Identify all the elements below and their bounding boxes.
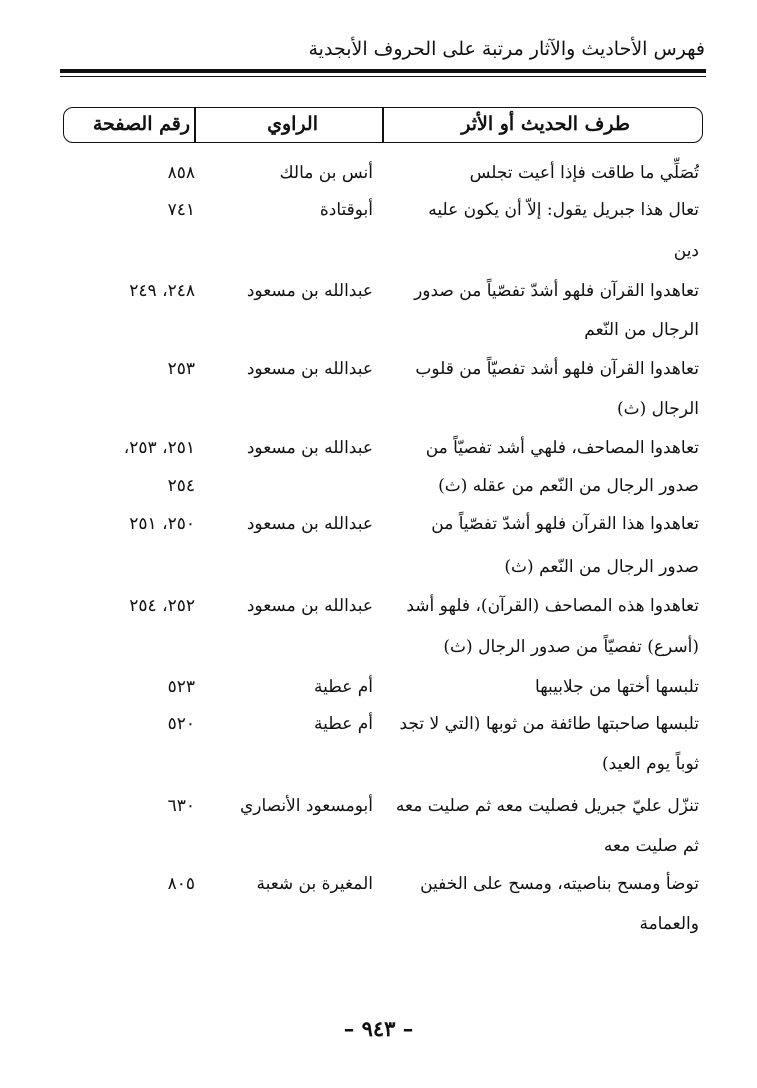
running-header-title: فهرس الأحاديث والآثار مرتبة على الحروف الأبجدية: [308, 38, 705, 60]
hadith-text-line: دين: [673, 241, 699, 261]
narrator: المغيرة بن شعبة: [256, 874, 373, 894]
narrator: عبدالله بن مسعود: [246, 281, 373, 301]
hadith-text-line: صدور الرجال من النّعم من عقله (ث): [438, 476, 699, 496]
hadith-text-line: تعاهدوا هذه المصاحف (القرآن)، فلهو أشد: [406, 596, 699, 616]
hadith-text-line: ثوباً يوم العيد): [601, 754, 699, 774]
page-numbers: ٢٥٠، ٢٥١: [129, 514, 195, 534]
hadith-text-line: والعمامة: [639, 914, 699, 934]
hadith-text-line: تلبسها صاحبتها طائفة من ثوبها (التي لا تجد: [399, 714, 699, 734]
hadith-text-line: الرجال من النّعم: [584, 320, 699, 340]
page-number-footer: – ٩٤٣ –: [343, 1016, 414, 1041]
column-header-pages: رقم الصفحة: [92, 113, 190, 135]
hadith-text-line: تعاهدوا القرآن فلهو أشد تفصيّاً من قلوب: [415, 359, 699, 379]
hadith-text-line: صدور الرجال من النّعم (ث): [504, 557, 699, 577]
hadith-text-line: ثم صليت معه: [603, 836, 699, 856]
narrator: أبوقتادة: [319, 200, 373, 220]
page-numbers: ٢٥٤: [167, 476, 195, 496]
hadith-text-line: توضأ ومسح بناصيته، ومسح على الخفين: [420, 874, 699, 894]
page-numbers: ٢٥٣: [167, 359, 195, 379]
column-header-text: طرف الحديث أو الأثر: [461, 113, 630, 135]
page-numbers: ٢٥٢، ٢٥٤: [129, 596, 195, 616]
hadith-text-line: تعاهدوا المصاحف، فلهي أشد تفصيّاً من: [425, 438, 699, 458]
page-numbers: ٥٢٠: [167, 714, 195, 734]
hadith-text-line: تنزّل عليّ جبريل فصليت معه ثم صليت معه: [395, 796, 699, 816]
page-numbers: ٢٤٨، ٢٤٩: [129, 281, 195, 301]
page-numbers: ٦٣٠: [167, 796, 195, 816]
narrator: عبدالله بن مسعود: [246, 359, 373, 379]
narrator: عبدالله بن مسعود: [246, 514, 373, 534]
table-column-headers: [63, 107, 703, 143]
narrator: عبدالله بن مسعود: [246, 596, 373, 616]
page-numbers: ٨٥٨: [167, 163, 195, 183]
page-numbers: ٥٢٣: [167, 677, 195, 697]
hadith-text-line: تعال هذا جبريل يقول: إلاّ أن يكون عليه: [428, 200, 699, 220]
page-numbers: ٧٤١: [167, 200, 195, 220]
narrator: عبدالله بن مسعود: [246, 438, 373, 458]
narrator: أنس بن مالك: [279, 163, 373, 183]
hadith-text-line: تعاهدوا القرآن فلهو أشدّ تفصّياً من صدور: [414, 281, 699, 301]
narrator: أبومسعود الأنصاري: [239, 796, 373, 816]
page-numbers: ٨٠٥: [167, 874, 195, 894]
header-rule-thin: [60, 76, 706, 77]
hadith-text-line: تعاهدوا هذا القرآن فلهو أشدّ تفصّياً من: [431, 514, 699, 534]
hadith-text-line: تُصَلِّي ما طاقت فإذا أعيت تجلس: [469, 163, 699, 183]
column-separator: [194, 108, 196, 142]
hadith-text-line: تلبسها أختها من جلابيبها: [535, 677, 699, 697]
header-rule-thick: [60, 69, 706, 73]
column-separator: [382, 108, 384, 142]
narrator: أم عطية: [314, 677, 373, 697]
hadith-text-line: الرجال (ث): [617, 399, 699, 419]
page-numbers: ٢٥١، ٢٥٣،: [123, 438, 195, 458]
hadith-text-line: (أسرع) تفصيّاً من صدور الرجال (ث): [443, 637, 699, 657]
narrator: أم عطية: [314, 714, 373, 734]
column-header-narrator: الراوي: [267, 113, 318, 135]
